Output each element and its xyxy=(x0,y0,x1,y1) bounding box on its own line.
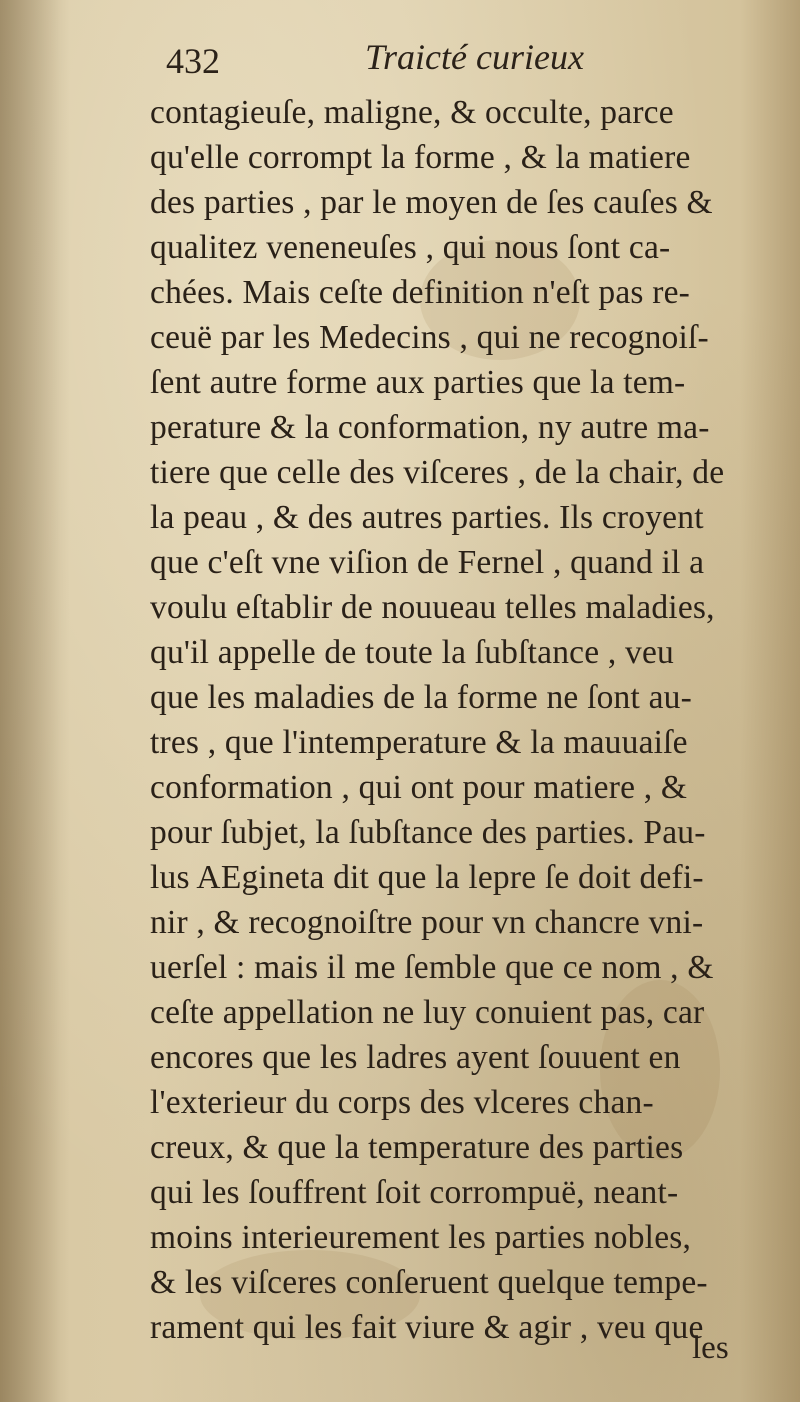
catchword: les xyxy=(692,1330,729,1366)
text-line: lus AEgineta dit que la lepre ſe doit defi- xyxy=(150,859,704,896)
text-line: rament qui les fait viure & agir , veu que xyxy=(150,1309,704,1346)
text-line: que c'eſt vne viſion de Fernel , quand il a xyxy=(150,544,705,581)
text-line: des parties , par le moyen de ſes cauſes & xyxy=(150,184,713,221)
text-line: perature & la conformation, ny autre ma- xyxy=(150,409,710,446)
text-line: qu'elle corrompt la forme , & la matiere xyxy=(150,139,691,176)
text-line: tres , que l'intemperature & la mauuaiſe xyxy=(150,724,688,761)
text-line: que les maladies de la forme ne ſont au- xyxy=(150,679,692,716)
text-line: pour ſubjet, la ſubſtance des parties. Pau- xyxy=(150,814,706,851)
text-line: nir , & recognoiſtre pour vn chancre vni- xyxy=(150,904,704,941)
text-line: qu'il appelle de toute la ſubſtance , veu xyxy=(150,634,674,671)
page-header xyxy=(160,36,640,92)
text-line: uerſel : mais il me ſemble que ce nom , & xyxy=(150,949,714,986)
text-line: voulu eſtablir de nouueau telles maladies, xyxy=(150,589,715,626)
text-line: qui les ſouffrent ſoit corrompuë, neant- xyxy=(150,1174,679,1211)
text-line: conformation , qui ont pour matiere , & xyxy=(150,769,688,806)
text-line: tiere que celle des viſceres , de la chair, de xyxy=(150,454,725,491)
text-line: ſent autre forme aux parties que la tem- xyxy=(150,364,686,401)
text-line: la peau , & des autres parties. Ils croyent xyxy=(150,499,704,536)
text-line: creux, & que la temperature des parties xyxy=(150,1129,684,1166)
text-line: chées. Mais ceſte definition n'eſt pas re- xyxy=(150,274,690,311)
running-head: Traicté curieux xyxy=(365,37,584,77)
text-line: ceuë par les Medecins , qui ne recognoiſ- xyxy=(150,319,709,356)
text-line: l'exterieur du corps des vlceres chan- xyxy=(150,1084,654,1121)
text-line: moins interieurement les parties nobles, xyxy=(150,1219,692,1256)
text-line: & les viſceres conſeruent quelque tempe- xyxy=(150,1264,708,1301)
text-line: contagieuſe, maligne, & occulte, parce xyxy=(150,94,674,131)
text-line: encores que les ladres ayent ſouuent en xyxy=(150,1039,681,1076)
page-number: 432 xyxy=(166,41,220,81)
text-line: qualitez veneneuſes , qui nous ſont ca- xyxy=(150,229,671,266)
text-line: ceſte appellation ne luy conuient pas, car xyxy=(150,994,705,1031)
spine-shadow xyxy=(0,0,70,1402)
